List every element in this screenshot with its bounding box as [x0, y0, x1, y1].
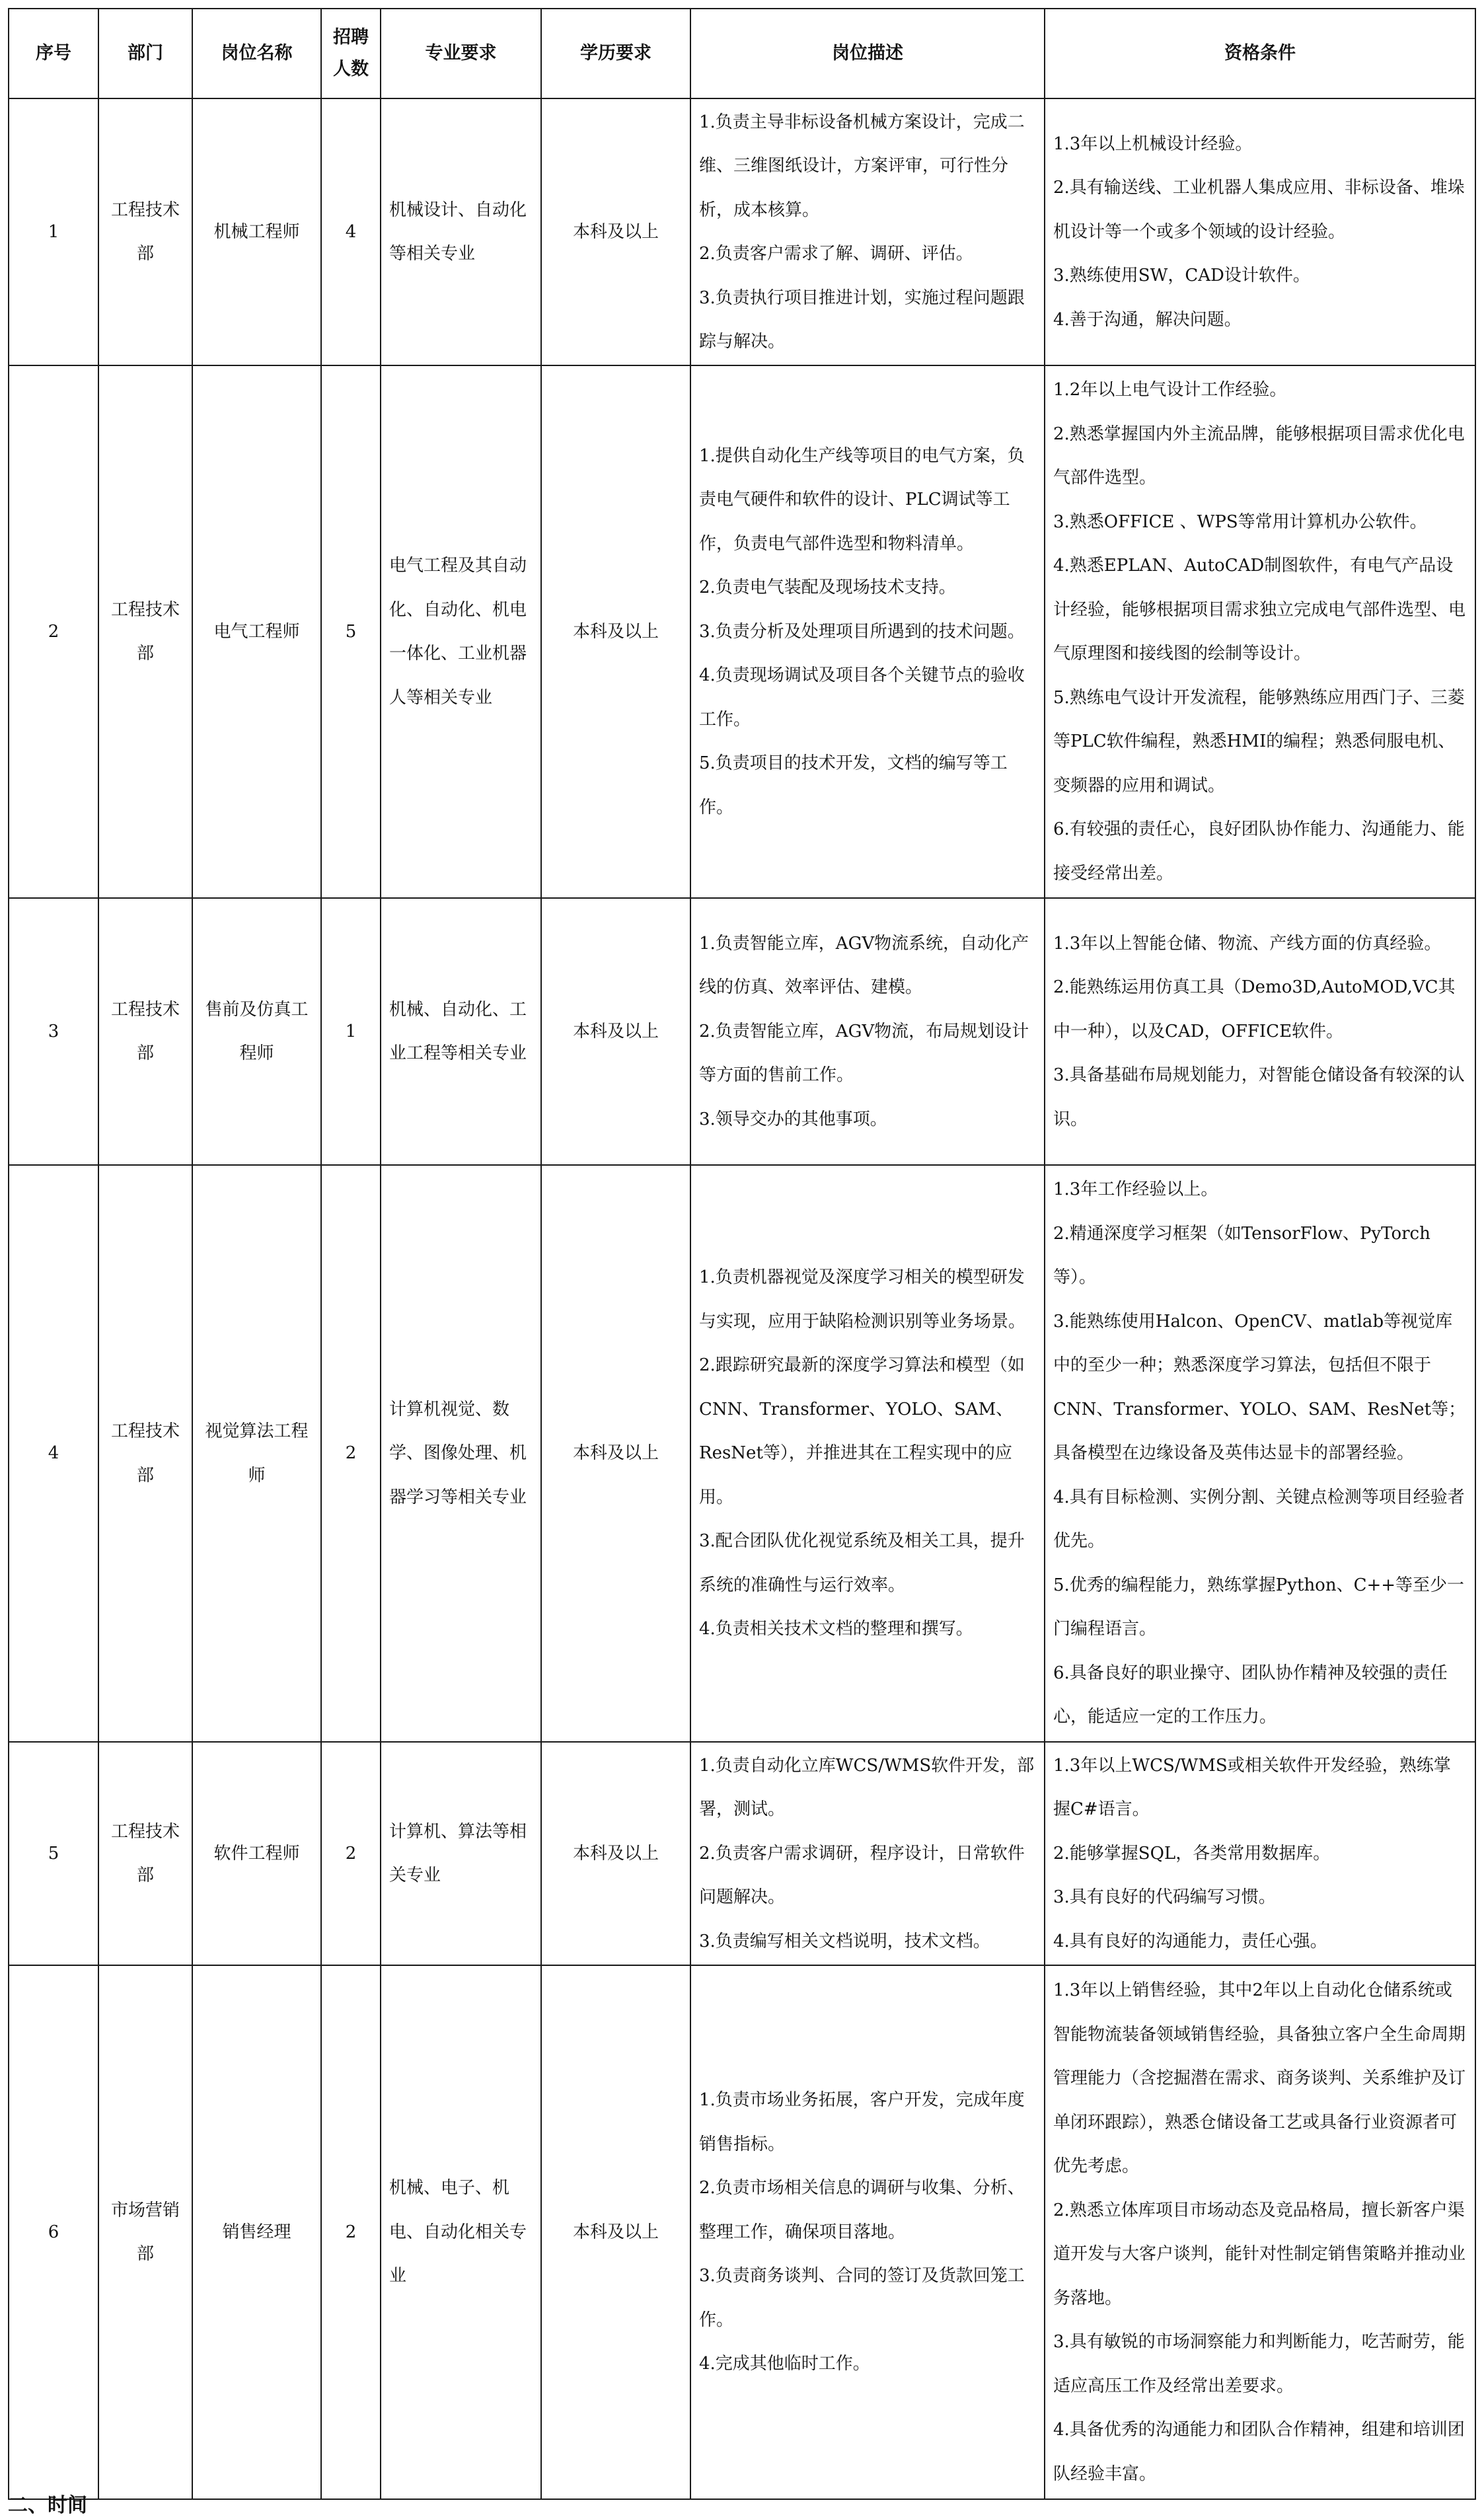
cell-description — [690, 1742, 1045, 1965]
qualifications-item: 3.具有敏锐的市场洞察能力和判断能力，吃苦耐劳，能适应高压工作及经常出差要求。 — [1053, 2332, 1465, 2396]
description-item: 2.负责客户需求调研，程序设计，日常软件问题解决。 — [699, 1843, 1025, 1908]
header-position: 岗位名称 — [192, 9, 321, 98]
cell-education: 本科及以上 — [541, 98, 690, 365]
qualifications-item: 2.具有输送线、工业机器人集成应用、非标设备、堆垛机设计等一个或多个领域的设计经验。 — [1053, 178, 1465, 242]
cell-description — [690, 1965, 1045, 2499]
table-row — [9, 1165, 1475, 1742]
cell-seq: 2 — [9, 365, 98, 898]
cell-description — [690, 98, 1045, 365]
cell-position: 售前及仿真工程师 — [192, 898, 321, 1165]
description-item: 1.负责主导非标设备机械方案设计，完成二维、三维图纸设计，方案评审，可行性分析，成本核算。 — [699, 112, 1025, 220]
job-table — [8, 8, 1476, 2500]
description-item: 1.负责机器视觉及深度学习相关的模型研发与实现，应用于缺陷检测识别等业务场景。 — [699, 1267, 1026, 1332]
cell-education: 本科及以上 — [541, 1965, 690, 2499]
qualifications-item: 6.具备良好的职业操守、团队协作精神及较强的责任心，能适应一定的工作压力。 — [1053, 1663, 1448, 1727]
qualifications-item: 1.3年以上智能仓储、物流、产线方面的仿真经验。 — [1053, 933, 1442, 954]
cell-dept: 工程技术部 — [98, 1165, 192, 1742]
cell-headcount: 2 — [321, 1165, 381, 1742]
qualifications-item: 2.熟悉掌握国内外主流品牌，能够根据项目需求优化电气部件选型。 — [1053, 424, 1465, 488]
header-headcount: 招聘人数 — [321, 9, 381, 98]
cell-major: 计算机视觉、数学、图像处理、机器学习等相关专业 — [381, 1165, 541, 1742]
cell-position: 销售经理 — [192, 1965, 321, 2499]
cell-description — [690, 365, 1045, 898]
qualifications-item: 2.能够掌握SQL，各类常用数据库。 — [1053, 1843, 1331, 1863]
cell-qualifications — [1045, 365, 1475, 898]
description-item: 2.负责市场相关信息的调研与收集、分析、整理工作，确保项目落地。 — [699, 2178, 1025, 2242]
description-item: 1.负责智能立库，AGV物流系统，自动化产线的仿真、效率评估、建模。 — [699, 933, 1029, 998]
cell-dept: 工程技术部 — [98, 365, 192, 898]
qualifications-item: 3.具备基础布局规划能力，对智能仓储设备有较深的认识。 — [1053, 1065, 1465, 1129]
table-row — [9, 98, 1475, 365]
cell-dept: 工程技术部 — [98, 1742, 192, 1965]
header-major: 专业要求 — [381, 9, 541, 98]
qualifications-item: 3.具有良好的代码编写习惯。 — [1053, 1887, 1276, 1908]
description-item: 3.领导交办的其他事项。 — [699, 1109, 887, 1129]
cell-headcount: 2 — [321, 1742, 381, 1965]
cell-major: 机械设计、自动化等相关专业 — [381, 98, 541, 365]
cell-dept: 工程技术部 — [98, 98, 192, 365]
cell-dept: 市场营销部 — [98, 1965, 192, 2499]
description-item: 3.配合团队优化视觉系统及相关工具，提升系统的准确性与运行效率。 — [699, 1531, 1025, 1595]
description-item: 1.负责市场业务拓展，客户开发，完成年度销售指标。 — [699, 2090, 1025, 2154]
qualifications-item: 1.3年工作经验以上。 — [1053, 1180, 1218, 1200]
qualifications-item: 1.3年以上机械设计经验。 — [1053, 133, 1253, 154]
cell-major: 机械、电子、机电、自动化相关专业 — [381, 1965, 541, 2499]
cell-description — [690, 1165, 1045, 1742]
qualifications-item: 5.优秀的编程能力，熟练掌握Python、C++等至少一门编程语言。 — [1053, 1575, 1465, 1639]
description-item: 2.负责客户需求了解、调研、评估。 — [699, 244, 973, 264]
cell-qualifications — [1045, 1742, 1475, 1965]
header-row — [9, 9, 1475, 98]
description-item: 5.负责项目的技术开发，文档的编写等工作。 — [699, 753, 1008, 817]
job-rows — [9, 98, 1475, 2499]
qualifications-item: 2.熟悉立体库项目市场动态及竞品格局，擅长新客户渠道开发与大客户谈判，能针对性制定销售策略并推动业务落地。 — [1053, 2200, 1466, 2308]
cell-description — [690, 898, 1045, 1165]
cell-seq: 1 — [9, 98, 98, 365]
description-item: 2.负责电气装配及现场技术支持。 — [699, 578, 956, 598]
description-item: 4.完成其他临时工作。 — [699, 2354, 870, 2374]
qualifications-item: 5.熟练电气设计开发流程，能够熟练应用西门子、三菱等PLC软件编程，熟悉HMI的编程；熟悉伺服电机、变频器的应用和调试。 — [1053, 687, 1465, 796]
table-row — [9, 898, 1475, 1165]
description-item: 4.负责现场调试及项目各个关键节点的验收工作。 — [699, 665, 1025, 730]
qualifications-item: 4.善于沟通，解决问题。 — [1053, 309, 1242, 330]
description-item: 3.负责分析及处理项目所遇到的技术问题。 — [699, 621, 1025, 642]
cell-education: 本科及以上 — [541, 898, 690, 1165]
header-description: 岗位描述 — [690, 9, 1045, 98]
qualifications-item: 1.3年以上WCS/WMS或相关软件开发经验，熟练掌握C#语言。 — [1053, 1755, 1451, 1820]
qualifications-item: 3.能熟练使用Halcon、OpenCV、matlab等视觉库中的至少一种；熟悉深度学习算法，包括但不限于CNN、Transformer、YOLO、SAM、ResNet等；具备模型在边缘设备及英伟达显卡的部署经验。 — [1053, 1311, 1466, 1464]
qualifications-item: 1.3年以上销售经验，其中2年以上自动化仓储系统或智能物流装备领域销售经验，具备独立客户全生命周期管理能力（含挖掘潜在需求、商务谈判、关系维护及订单闭环跟踪），熟悉仓储设备工艺或具备行业资源者可优先考虑。 — [1053, 1980, 1466, 2176]
cell-headcount: 1 — [321, 898, 381, 1165]
cell-qualifications — [1045, 1165, 1475, 1742]
table-row — [9, 365, 1475, 898]
cell-position: 视觉算法工程师 — [192, 1165, 321, 1742]
section-heading-time: 二、时间 — [8, 2494, 87, 2517]
cell-seq: 4 — [9, 1165, 98, 1742]
description-item: 2.跟踪研究最新的深度学习算法和模型（如CNN、Transformer、YOLO、SAM、ResNet等），并推进其在工程实现中的应用。 — [699, 1355, 1025, 1507]
qualifications-item: 4.具有良好的沟通能力，责任心强。 — [1053, 1931, 1327, 1951]
cell-qualifications — [1045, 1965, 1475, 2499]
qualifications-item: 4.具有目标检测、实例分割、关键点检测等项目经验者优先。 — [1053, 1487, 1465, 1552]
description-item: 3.负责编写相关文档说明，技术文档。 — [699, 1931, 990, 1951]
cell-major: 机械、自动化、工业工程等相关专业 — [381, 898, 541, 1165]
description-item: 4.负责相关技术文档的整理和撰写。 — [699, 1619, 973, 1639]
header-dept: 部门 — [98, 9, 192, 98]
cell-major: 计算机、算法等相关专业 — [381, 1742, 541, 1965]
cell-seq: 5 — [9, 1742, 98, 1965]
cell-headcount: 5 — [321, 365, 381, 898]
header-education: 学历要求 — [541, 9, 690, 98]
table-row — [9, 1742, 1475, 1965]
qualifications-item: 2.精通深度学习框架（如TensorFlow、PyTorch等）。 — [1053, 1223, 1430, 1288]
cell-major: 电气工程及其自动化、自动化、机电一体化、工业机器人等相关专业 — [381, 365, 541, 898]
qualifications-item: 4.熟悉EPLAN、AutoCAD制图软件，有电气产品设计经验，能够根据项目需求独立完成电气部件选型、电气原理图和接线图的绘制等设计。 — [1053, 556, 1466, 663]
description-item: 1.负责自动化立库WCS/WMS软件开发，部署，测试。 — [699, 1755, 1035, 1820]
cell-headcount: 4 — [321, 98, 381, 365]
table-row — [9, 1965, 1475, 2499]
description-item: 3.负责商务谈判、合同的签订及货款回笼工作。 — [699, 2266, 1025, 2330]
qualifications-item: 2.能熟练运用仿真工具（Demo3D,AutoMOD,VC其中一种），以及CAD，OFFICE软件。 — [1053, 977, 1456, 1041]
cell-position: 机械工程师 — [192, 98, 321, 365]
cell-qualifications — [1045, 98, 1475, 365]
qualifications-item: 1.2年以上电气设计工作经验。 — [1053, 380, 1287, 400]
cell-qualifications — [1045, 898, 1475, 1165]
qualifications-item: 3.熟悉OFFICE 、WPS等常用计算机办公软件。 — [1053, 511, 1427, 532]
qualifications-item: 4.具备优秀的沟通能力和团队合作精神，组建和培训团队经验丰富。 — [1053, 2420, 1465, 2484]
cell-seq: 6 — [9, 1965, 98, 2499]
cell-education: 本科及以上 — [541, 365, 690, 898]
cell-position: 电气工程师 — [192, 365, 321, 898]
cell-position: 软件工程师 — [192, 1742, 321, 1965]
cell-education: 本科及以上 — [541, 1742, 690, 1965]
cell-dept: 工程技术部 — [98, 898, 192, 1165]
header-qualifications: 资格条件 — [1045, 9, 1475, 98]
description-item: 2.负责智能立库，AGV物流，布局规划设计等方面的售前工作。 — [699, 1021, 1029, 1086]
header-seq: 序号 — [9, 9, 98, 98]
cell-seq: 3 — [9, 898, 98, 1165]
cell-education: 本科及以上 — [541, 1165, 690, 1742]
qualifications-item: 3.熟练使用SW，CAD设计软件。 — [1053, 266, 1310, 286]
qualifications-item: 6.有较强的责任心，良好团队协作能力、沟通能力、能接受经常出差。 — [1053, 819, 1465, 884]
cell-headcount: 2 — [321, 1965, 381, 2499]
description-item: 3.负责执行项目推进计划，实施过程问题跟踪与解决。 — [699, 287, 1025, 352]
description-item: 1.提供自动化生产线等项目的电气方案，负责电气硬件和软件的设计、PLC调试等工作，负责电气部件选型和物料清单。 — [699, 445, 1025, 554]
